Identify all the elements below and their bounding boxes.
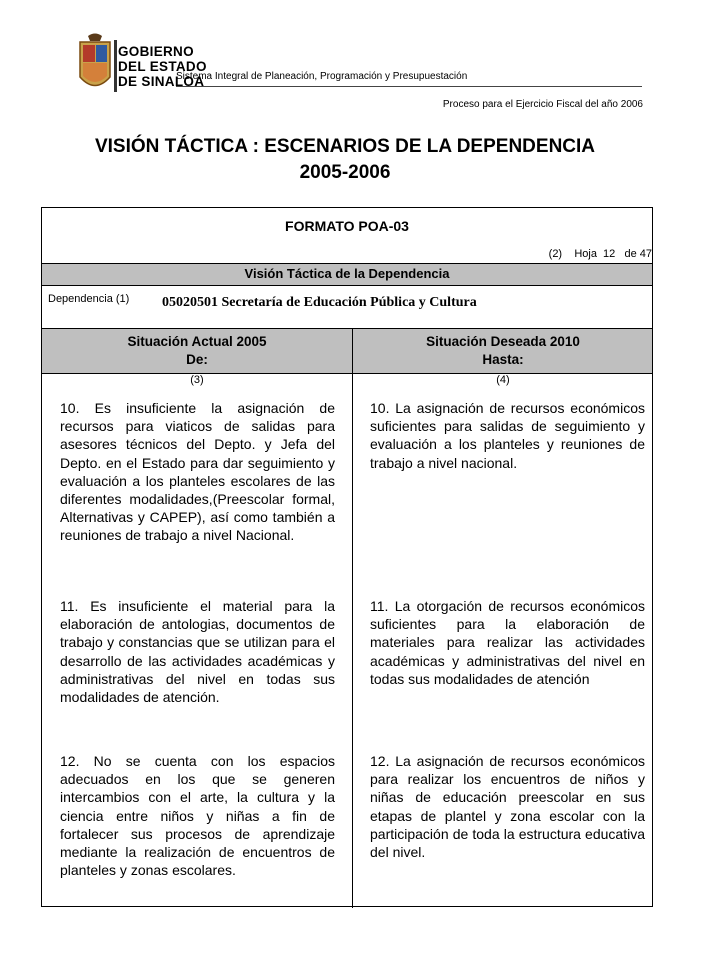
system-line: Sistema Integral de Planeación, Programación y Presupuestación — [176, 71, 468, 82]
column-header-band — [42, 328, 652, 374]
column-number-current: (3) — [190, 374, 204, 386]
column-number-desired: (4) — [496, 374, 510, 386]
current-situation-12: 12. No se cuenta con los espacios adecuados en los que se generen intercambios con el arte, la cultura y la ciencia entre niños y niñas a fin de fortalecer sus procesos de aprendizaje mediante la realización de encuentros de planteles y zonas escolares. — [60, 753, 335, 879]
section-band — [42, 263, 652, 286]
logo-text-line: DE SINALOA — [118, 74, 205, 89]
desired-situation-11: 11. La otorgación de recursos económicos suficientes para la elaboración de materiales para realizar las actividades académicas y administrativas del nivel en todas sus modalidades de atención — [370, 598, 645, 687]
header-rule — [176, 86, 642, 87]
column-header-current-title: Situación Actual 2005 — [127, 334, 267, 349]
page-title: VISIÓN TÁCTICA : ESCENARIOS DE LA DEPENDENCIA — [94, 136, 596, 157]
current-situation-11: 11. Es insuficiente el material para la elaboración de antologias, documentos de trabajo y constancias que se utilizan para el desarrollo de las actividades académicas y administrativas del nivel en todas sus modalidades de atención. — [60, 598, 335, 706]
column-header-desired-title: Situación Deseada 2010 — [426, 334, 580, 349]
column-header-desired — [353, 333, 653, 369]
current-situation-10: 10. Es insuficiente la asignación de recursos para viaticos de salidas para asesores técnicos del Depto. y Jefa del Depto. en el Estado para dar seguimiento y evaluación a los planteles escolares de las diferentes modalidades,(Preescolar formal, Alternativas y CAPEP), así como también a reuniones de trabajo a nivel Nacional. — [60, 400, 335, 544]
page-subtitle: 2005-2006 — [299, 162, 391, 183]
format-code: FORMATO POA-03 — [285, 218, 409, 234]
column-header-desired-to: Hasta: — [482, 352, 524, 367]
section-title: Visión Táctica de la Dependencia — [244, 266, 450, 281]
column-header-current-from: De: — [186, 352, 208, 367]
column-header-current — [42, 333, 352, 369]
logo-text-line: DEL ESTADO — [118, 59, 207, 74]
sheet-number: (2) Hoja 12 de 47 — [548, 248, 652, 260]
column-divider — [352, 328, 353, 908]
desired-situation-12: 12. La asignación de recursos económicos para realizar los encuentros de niños y niñas de educación preescolar en sus etapas de plantel y zona escolar con la participación de toda la estructura educativa del nivel. — [370, 753, 645, 861]
dependency-value: 05020501 Secretaría de Educación Pública y Cultura — [162, 295, 477, 310]
logo-text — [118, 44, 207, 89]
desired-situation-10: 10. La asignación de recursos económicos suficientes para salidas de seguimiento y evaluación a los planteles y reuniones de trabajo a nivel nacional. — [370, 400, 645, 471]
poa-form — [41, 207, 653, 907]
process-line: Proceso para el Ejercicio Fiscal del año 2006 — [442, 99, 643, 110]
dependency-label: Dependencia (1) — [48, 293, 130, 305]
logo-text-line: GOBIERNO — [118, 44, 194, 59]
